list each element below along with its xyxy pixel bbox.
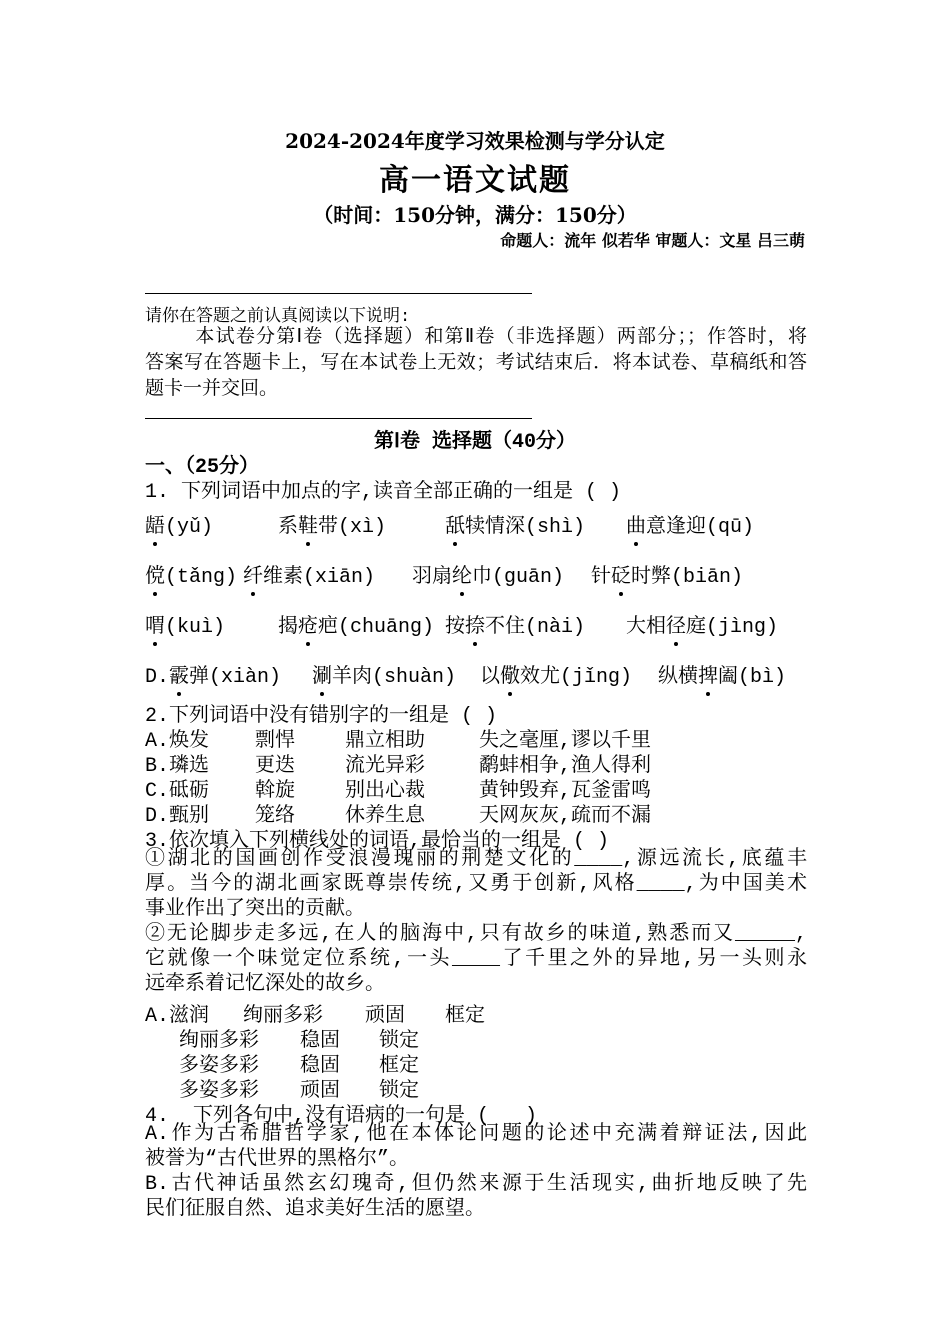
option-text: 黄钟毁弃,瓦釜雷鸣 [479, 780, 652, 803]
option-text: D.甄别 [145, 805, 210, 828]
question-3-passage-1-line: 事业作出了突出的贡献。 [145, 898, 365, 921]
question-4-stem: 4. 下列各句中,没有语病的一句是 ( ) [145, 1105, 538, 1128]
option-text: 锁定 [379, 1080, 419, 1103]
question-3-passage-1-line: 厚。当今的湖北画家既尊崇传统,又勇于创新,风格____,为中国美术 [145, 873, 807, 896]
option-item: 纵横捭阖(bì) [658, 659, 786, 689]
option-text: A.焕发 [145, 730, 210, 753]
option-text: 别出心裁 [345, 780, 425, 803]
option-item: 涮羊肉(shuàn) [312, 659, 456, 689]
option-text: 框定 [445, 1005, 485, 1028]
option-text: 稳固 [300, 1030, 340, 1053]
part-heading: 一、（25分） [145, 456, 260, 479]
option-item: 舐犊情深(shì) [445, 509, 585, 539]
option-item: 按捺不住(nài) [445, 609, 585, 639]
instructions-line-1: 本试卷分第Ⅰ卷（选择题）和第Ⅱ卷（非选择题）两部分；；作答时，将 [145, 326, 807, 348]
option-text: B.璘选 [145, 755, 210, 778]
option-text: 锁定 [379, 1030, 419, 1053]
option-text: 鹬蚌相争,渔人得利 [479, 755, 652, 778]
divider-top [145, 293, 532, 294]
option-text: 天网灰灰,疏而不漏 [479, 805, 652, 828]
instructions-line-3: 题卡一并交回。 [145, 378, 279, 400]
time-info: （时间：150分钟，满分：150分） [313, 203, 637, 227]
option-item: 羽扇纶巾(guān) [412, 559, 564, 589]
question-4-option-b-line: 民们征服自然、追求美好生活的愿望。 [145, 1198, 485, 1221]
question-3-passage-1-line: ①湖北的国画创作受浪漫瑰丽的荆楚文化的____,源远流长,底蕴丰 [145, 848, 807, 871]
option-item: 大相径庭(jìng) [626, 609, 778, 639]
option-text: 顽固 [365, 1005, 405, 1028]
option-item: 针砭时弊(biān) [591, 559, 743, 589]
option-text: 稳固 [300, 1055, 340, 1078]
option-text: 笼络 [255, 805, 295, 828]
instructions-heading: 请你在答题之前认真阅读以下说明: [145, 308, 411, 327]
option-text: 休养生息 [345, 805, 425, 828]
question-3-passage-2-line: 远牵系着记忆深处的故乡。 [145, 973, 385, 996]
option-item: 龉(yǔ) [145, 509, 213, 539]
option-text: 多姿多彩 [179, 1055, 259, 1078]
option-text: 流光异彩 [345, 755, 425, 778]
option-text: A.滋润 [145, 1005, 210, 1028]
option-item: D.霰弹(xiàn) [145, 659, 281, 689]
author-info: 命题人：流年 似若华 审题人：文星 吕三萌 [500, 231, 805, 250]
option-text: C.砥砺 [145, 780, 210, 803]
option-text: 失之毫厘,谬以千里 [479, 730, 652, 753]
page-title: 高一语文试题 [379, 163, 571, 198]
divider-bottom [145, 418, 532, 419]
question-3-passage-2-line: ②无论脚步走多远,在人的脑海中,只有故乡的味道,熟悉而又_____, [145, 923, 807, 946]
question-3-passage-2-line: 它就像一个味觉定位系统,一头____了千里之外的异地,另一头则永 [145, 948, 807, 971]
option-text: 绚丽多彩 [243, 1005, 323, 1028]
instructions-line-2: 答案写在答题卡上，写在本试卷上无效；考试结束后．将本试卷、草稿纸和答 [145, 352, 807, 374]
question-1-stem: 1. 下列词语中加点的字,读音全部正确的一组是 ( ) [145, 481, 622, 504]
option-text: 鼎立相助 [345, 730, 425, 753]
question-2-stem: 2.下列词语中没有错别字的一组是 ( ) [145, 705, 498, 728]
question-3-stem: 3.依次填入下列横线处的词语,最恰当的一组是 ( ) [145, 830, 610, 853]
option-item: 揭疮疤(chuāng) [278, 609, 434, 639]
option-item: 曲意逢迎(qū) [626, 509, 754, 539]
option-text: 顽固 [300, 1080, 340, 1103]
option-item: 喟(kuì) [145, 609, 225, 639]
option-text: 多姿多彩 [179, 1080, 259, 1103]
option-item: 以儆效尤(jǐng) [480, 659, 632, 689]
option-text: 更迭 [255, 755, 295, 778]
option-text: 剽悍 [255, 730, 295, 753]
option-text: 框定 [379, 1055, 419, 1078]
question-4-option-b-line: B.古代神话虽然玄幻瑰奇,但仍然来源于生活现实,曲折地反映了先 [145, 1173, 807, 1196]
option-text: 绚丽多彩 [179, 1030, 259, 1053]
option-item: 纤维素(xiān) [243, 559, 375, 589]
exam-header-line: 2024-2024年度学习效果检测与学分认定 [285, 129, 665, 153]
section-title: 第Ⅰ卷 选择题（40分） [374, 431, 576, 454]
option-item: 傥(tǎng) [145, 559, 237, 589]
option-item: 系鞋带(xì) [278, 509, 386, 539]
question-4-option-a-line: 被誉为“古代世界的黑格尔”。 [145, 1148, 410, 1171]
option-text: 斡旋 [255, 780, 295, 803]
question-4-option-a-line: A.作为古希腊哲学家,他在本体论问题的论述中充满着辩证法,因此 [145, 1123, 807, 1146]
